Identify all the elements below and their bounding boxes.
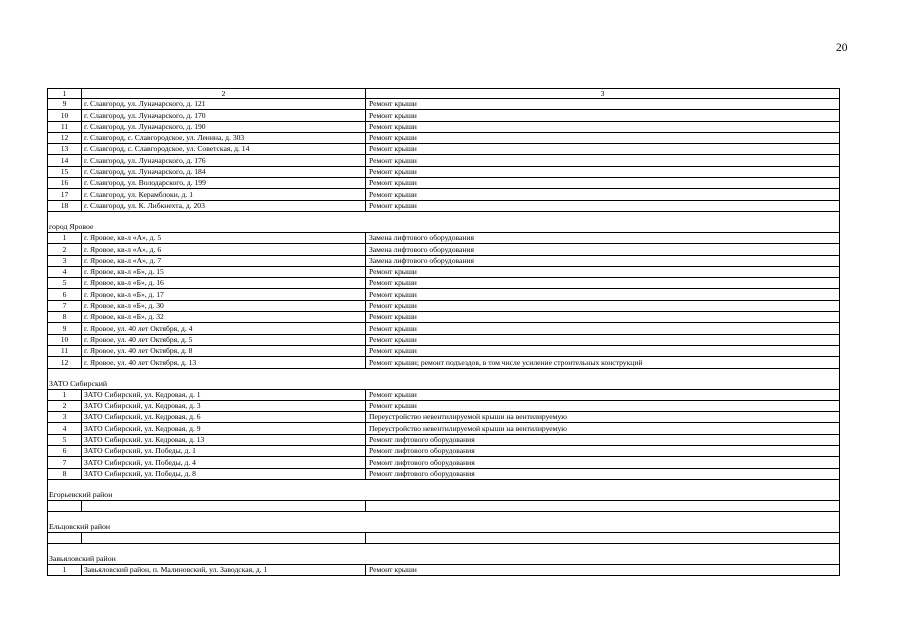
- table-row: [48, 278, 840, 289]
- row-number-cell: 6: [48, 446, 82, 457]
- work-type-cell: Ремонт крыши: [366, 266, 840, 277]
- row-number-cell: 13: [48, 144, 82, 155]
- work-type-cell: Ремонт крыши: [366, 155, 840, 166]
- table-row: [48, 468, 840, 479]
- section-title: Завьяловский район: [48, 543, 840, 564]
- row-number-cell: 10: [48, 334, 82, 345]
- table-row: [48, 121, 840, 132]
- address-cell: г. Яровое, ул. 40 лет Октября, д. 8: [82, 345, 366, 356]
- row-number-cell: 1: [48, 564, 82, 575]
- table-row: [48, 434, 840, 445]
- address-cell: [82, 500, 366, 511]
- address-cell: г. Славгород, ул. К. Либкнехта, д. 203: [82, 200, 366, 211]
- address-cell: г. Яровое, ул. 40 лет Октября, д. 13: [82, 357, 366, 368]
- address-cell: ЗАТО Сибирский, ул. Победы, д. 1: [82, 446, 366, 457]
- table-row: [48, 266, 840, 277]
- address-cell: г. Яровое, кв-л «А», д. 6: [82, 244, 366, 255]
- work-type-cell: Ремонт крыши: [366, 200, 840, 211]
- work-type-cell: Ремонт крыши: [366, 334, 840, 345]
- table-row: [48, 400, 840, 411]
- address-cell: ЗАТО Сибирский, ул. Кедровая, д. 9: [82, 423, 366, 434]
- table-row: [48, 189, 840, 200]
- row-number-cell: 6: [48, 289, 82, 300]
- header-col-1: 1: [48, 89, 82, 99]
- row-number-cell: 17: [48, 189, 82, 200]
- table-row: [48, 289, 840, 300]
- work-type-cell: Ремонт крыши: [366, 278, 840, 289]
- address-cell: г. Славгород, ул. Луначарского, д. 170: [82, 110, 366, 121]
- work-type-cell: Замена лифтового оборудования: [366, 232, 840, 243]
- page-number: 20: [836, 42, 848, 54]
- row-number-cell: 1: [48, 389, 82, 400]
- address-cell: Завьяловский район, п. Малиновский, ул. Заводская, д. 1: [82, 564, 366, 575]
- table-row-empty: [48, 500, 840, 511]
- table-body: [48, 89, 840, 576]
- row-number-cell: 2: [48, 244, 82, 255]
- table-row: [48, 144, 840, 155]
- section-heading-row: [48, 479, 840, 500]
- work-type-cell: Ремонт крыши: [366, 289, 840, 300]
- row-number-cell: 12: [48, 132, 82, 143]
- row-number-cell: 15: [48, 166, 82, 177]
- work-type-cell: Ремонт крыши: [366, 300, 840, 311]
- address-cell: г. Яровое, кв-л «А», д. 7: [82, 255, 366, 266]
- row-number-cell: 8: [48, 312, 82, 323]
- table-row: [48, 357, 840, 368]
- row-number-cell: 5: [48, 278, 82, 289]
- row-number-cell: 2: [48, 400, 82, 411]
- table-row: [48, 255, 840, 266]
- table-row: [48, 178, 840, 189]
- work-type-cell: Ремонт крыши: [366, 144, 840, 155]
- works-table: [47, 88, 840, 576]
- address-cell: ЗАТО Сибирский, ул. Победы, д. 4: [82, 457, 366, 468]
- row-number-cell: 4: [48, 423, 82, 434]
- work-type-cell: Ремонт крыши: [366, 400, 840, 411]
- address-cell: г. Яровое, ул. 40 лет Октября, д. 5: [82, 334, 366, 345]
- table-row: [48, 446, 840, 457]
- table-row: [48, 110, 840, 121]
- work-type-cell: Замена лифтового оборудования: [366, 244, 840, 255]
- address-cell: г. Славгород, с. Славгородское, ул. Ленина, д. 303: [82, 132, 366, 143]
- address-cell: ЗАТО Сибирский, ул. Кедровая, д. 3: [82, 400, 366, 411]
- table-row: [48, 457, 840, 468]
- work-type-cell: Ремонт лифтового оборудования: [366, 468, 840, 479]
- row-number-cell: 12: [48, 357, 82, 368]
- address-cell: ЗАТО Сибирский, ул. Кедровая, д. 13: [82, 434, 366, 445]
- address-cell: г. Славгород, с. Славгородское, ул. Советская, д. 14: [82, 144, 366, 155]
- work-type-cell: Ремонт крыши: [366, 564, 840, 575]
- table-row: [48, 99, 840, 110]
- address-cell: г. Славгород, ул. Луначарского, д. 176: [82, 155, 366, 166]
- work-type-cell: Ремонт крыши: [366, 121, 840, 132]
- address-cell: ЗАТО Сибирский, ул. Победы, д. 8: [82, 468, 366, 479]
- work-type-cell: Переустройство невентилируемой крыши на вентилируемую: [366, 423, 840, 434]
- row-number-cell: 1: [48, 232, 82, 243]
- table-row: [48, 166, 840, 177]
- section-title: Ельцовский район: [48, 511, 840, 532]
- table-row: [48, 334, 840, 345]
- address-cell: г. Славгород, ул. Луначарского, д. 190: [82, 121, 366, 132]
- header-col-2: 2: [82, 89, 366, 99]
- address-cell: ЗАТО Сибирский, ул. Кедровая, д. 1: [82, 389, 366, 400]
- section-heading-row: [48, 211, 840, 232]
- work-type-cell: Ремонт крыши: [366, 132, 840, 143]
- table-row: [48, 323, 840, 334]
- row-number-cell: 7: [48, 457, 82, 468]
- table-row: [48, 155, 840, 166]
- work-type-cell: [366, 532, 840, 543]
- section-heading-row: [48, 543, 840, 564]
- section-heading-row: [48, 511, 840, 532]
- work-type-cell: [366, 500, 840, 511]
- work-type-cell: Замена лифтового оборудования: [366, 255, 840, 266]
- header-col-3: 3: [366, 89, 840, 99]
- row-number-cell: 10: [48, 110, 82, 121]
- table-row: [48, 300, 840, 311]
- row-number-cell: [48, 500, 82, 511]
- address-cell: г. Яровое, кв-л «Б», д. 15: [82, 266, 366, 277]
- header-row: [48, 89, 840, 99]
- row-number-cell: [48, 532, 82, 543]
- row-number-cell: 11: [48, 121, 82, 132]
- table-row: [48, 132, 840, 143]
- work-type-cell: Ремонт лифтового оборудования: [366, 457, 840, 468]
- work-type-cell: Ремонт крыши: [366, 389, 840, 400]
- address-cell: г. Яровое, кв-л «Б», д. 30: [82, 300, 366, 311]
- row-number-cell: 9: [48, 99, 82, 110]
- address-cell: г. Яровое, кв-л «Б», д. 32: [82, 312, 366, 323]
- table-row: [48, 423, 840, 434]
- work-type-cell: Ремонт крыши: [366, 166, 840, 177]
- table-row-empty: [48, 532, 840, 543]
- work-type-cell: Ремонт крыши: [366, 110, 840, 121]
- work-type-cell: Ремонт крыши; ремонт подъездов, в том числе усиление строительных конструкций: [366, 357, 840, 368]
- address-cell: г. Яровое, кв-л «А», д. 5: [82, 232, 366, 243]
- address-cell: г. Яровое, кв-л «Б», д. 16: [82, 278, 366, 289]
- address-cell: г. Славгород, ул. Керамблоки, д. 1: [82, 189, 366, 200]
- row-number-cell: 3: [48, 255, 82, 266]
- section-heading-row: [48, 368, 840, 389]
- section-title: ЗАТО Сибирский: [48, 368, 840, 389]
- work-type-cell: Ремонт крыши: [366, 323, 840, 334]
- row-number-cell: 3: [48, 412, 82, 423]
- work-type-cell: Ремонт крыши: [366, 345, 840, 356]
- row-number-cell: 16: [48, 178, 82, 189]
- address-cell: [82, 532, 366, 543]
- work-type-cell: Ремонт лифтового оборудования: [366, 434, 840, 445]
- address-cell: г. Славгород, ул. Володарского, д. 199: [82, 178, 366, 189]
- table-row: [48, 564, 840, 575]
- work-type-cell: Переустройство невентилируемой крыши на вентилируемую: [366, 412, 840, 423]
- row-number-cell: 8: [48, 468, 82, 479]
- table-row: [48, 312, 840, 323]
- work-type-cell: Ремонт крыши: [366, 99, 840, 110]
- table-row: [48, 412, 840, 423]
- address-cell: г. Яровое, ул. 40 лет Октября, д. 4: [82, 323, 366, 334]
- row-number-cell: 7: [48, 300, 82, 311]
- row-number-cell: 11: [48, 345, 82, 356]
- address-cell: г. Яровое, кв-л «Б», д. 17: [82, 289, 366, 300]
- work-type-cell: Ремонт крыши: [366, 178, 840, 189]
- address-cell: г. Славгород, ул. Луначарского, д. 184: [82, 166, 366, 177]
- table-row: [48, 232, 840, 243]
- work-type-cell: Ремонт лифтового оборудования: [366, 446, 840, 457]
- address-cell: г. Славгород, ул. Луначарского, д. 121: [82, 99, 366, 110]
- address-cell: ЗАТО Сибирский, ул. Кедровая, д. 6: [82, 412, 366, 423]
- row-number-cell: 14: [48, 155, 82, 166]
- table-row: [48, 244, 840, 255]
- row-number-cell: 18: [48, 200, 82, 211]
- row-number-cell: 9: [48, 323, 82, 334]
- table-row: [48, 200, 840, 211]
- section-title: город Яровое: [48, 211, 840, 232]
- row-number-cell: 4: [48, 266, 82, 277]
- table-row: [48, 345, 840, 356]
- work-type-cell: Ремонт крыши: [366, 312, 840, 323]
- table-row: [48, 389, 840, 400]
- work-type-cell: Ремонт крыши: [366, 189, 840, 200]
- row-number-cell: 5: [48, 434, 82, 445]
- section-title: Егорьевский район: [48, 479, 840, 500]
